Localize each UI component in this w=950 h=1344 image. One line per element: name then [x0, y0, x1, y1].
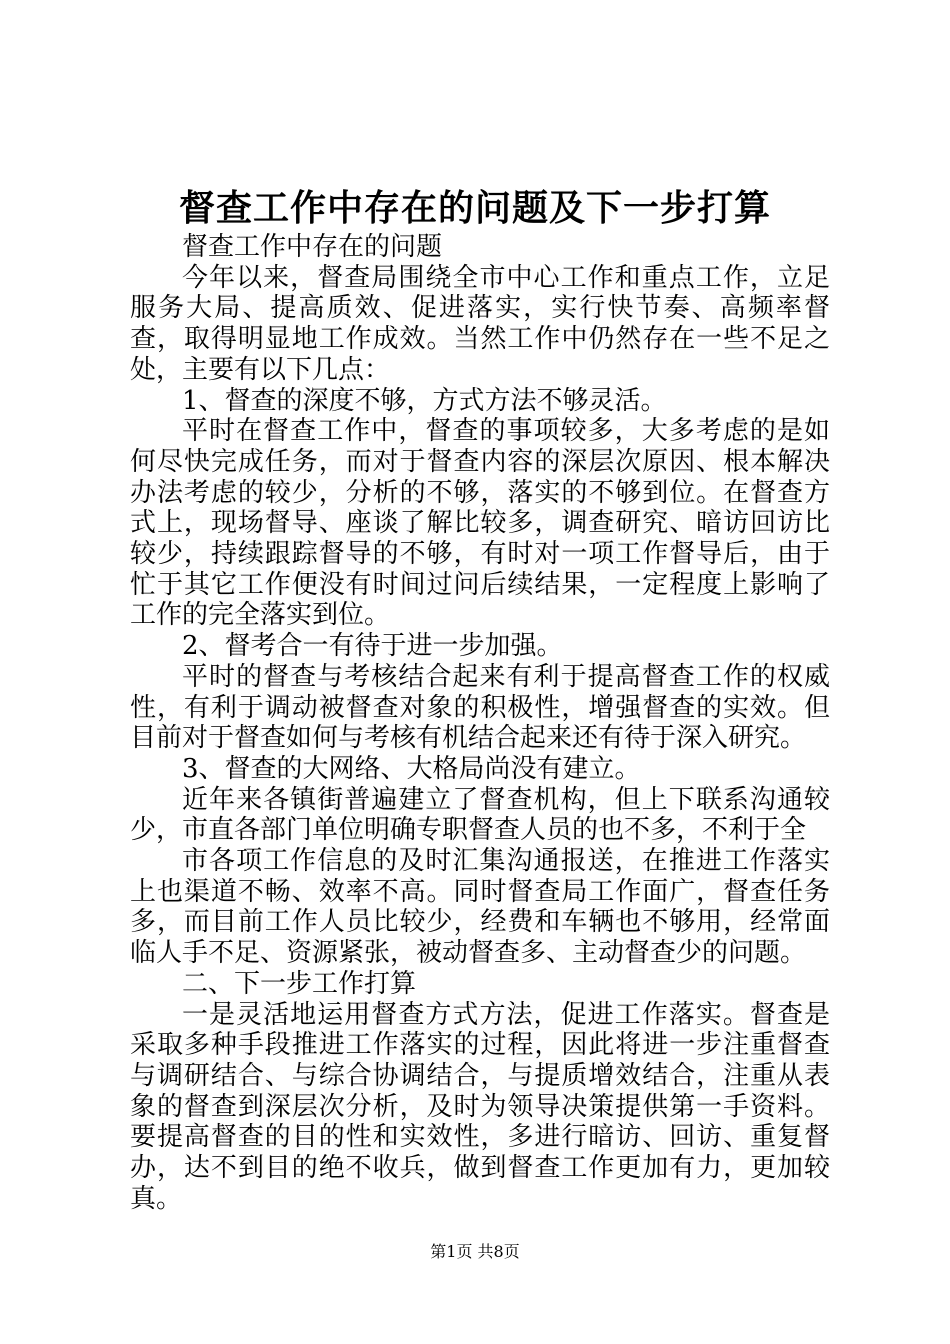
- paragraph: 市各项工作信息的及时汇集沟通报送，在推进工作落实上也渠道不畅、效率不高。同时督查局工作面广，督查任务多，而目前工作人员比较少，经费和车辆也不够用，经常面临人手不足、资源紧张，被动督查多、主动督查少的问题。: [130, 846, 830, 969]
- paragraph: 平时的督查与考核结合起来有利于提高督查工作的权威性，有利于调动被督查对象的积极性，增强督查的实效。但目前对于督查如何与考核有机结合起来还有待于深入研究。: [130, 661, 830, 754]
- item-heading: 2、督考合一有待于进一步加强。: [182, 631, 563, 662]
- section-heading: 督查工作中存在的问题: [182, 232, 443, 262]
- page-number: 第1页 共8页: [430, 1242, 520, 1261]
- document-body: [130, 232, 830, 1215]
- paragraph: 一是灵活地运用督查方式方法，促进工作落实。督查是采取多种手段推进工作落实的过程，因此将进一步注重督查与调研结合、与综合协调结合，与提质增效结合，注重从表象的督查到深层次分析，及时为领导决策提供第一手资料。要提高督查的目的性和实效性，多进行暗访、回访、重复督办，达不到目的绝不收兵，做到督查工作更加有力，更加较真。: [130, 999, 830, 1214]
- section-heading: 二、下一步工作打算: [182, 968, 417, 999]
- paragraph: 今年以来，督查局围绕全市中心工作和重点工作，立足服务大局、提高质效、促进落实，实行快节奏、高频率督查，取得明显地工作成效。当然工作中仍然存在一些不足之处，主要有以下几点：: [130, 262, 830, 385]
- paragraph: 近年来各镇街普遍建立了督查机构，但上下联系沟通较少，市直各部门单位明确专职督查人员的也不多，不利于全: [130, 784, 830, 846]
- paragraph: 平时在督查工作中，督查的事项较多，大多考虑的是如何尽快完成任务，而对于督查内容的深层次原因、根本解决办法考虑的较少，分析的不够，落实的不够到位。在督查方式上，现场督导、座谈了解比较多，调查研究、暗访回访比较少，持续跟踪督导的不够，有时对一项工作督导后，由于忙于其它工作便没有时间过问后续结果，一定程度上影响了工作的完全落实到位。: [130, 416, 830, 631]
- item-heading: 1、督查的深度不够，方式方法不够灵活。: [182, 385, 667, 416]
- document-title: 督查工作中存在的问题及下一步打算: [178, 187, 771, 229]
- item-heading: 3、督查的大网络、大格局尚没有建立。: [182, 753, 641, 784]
